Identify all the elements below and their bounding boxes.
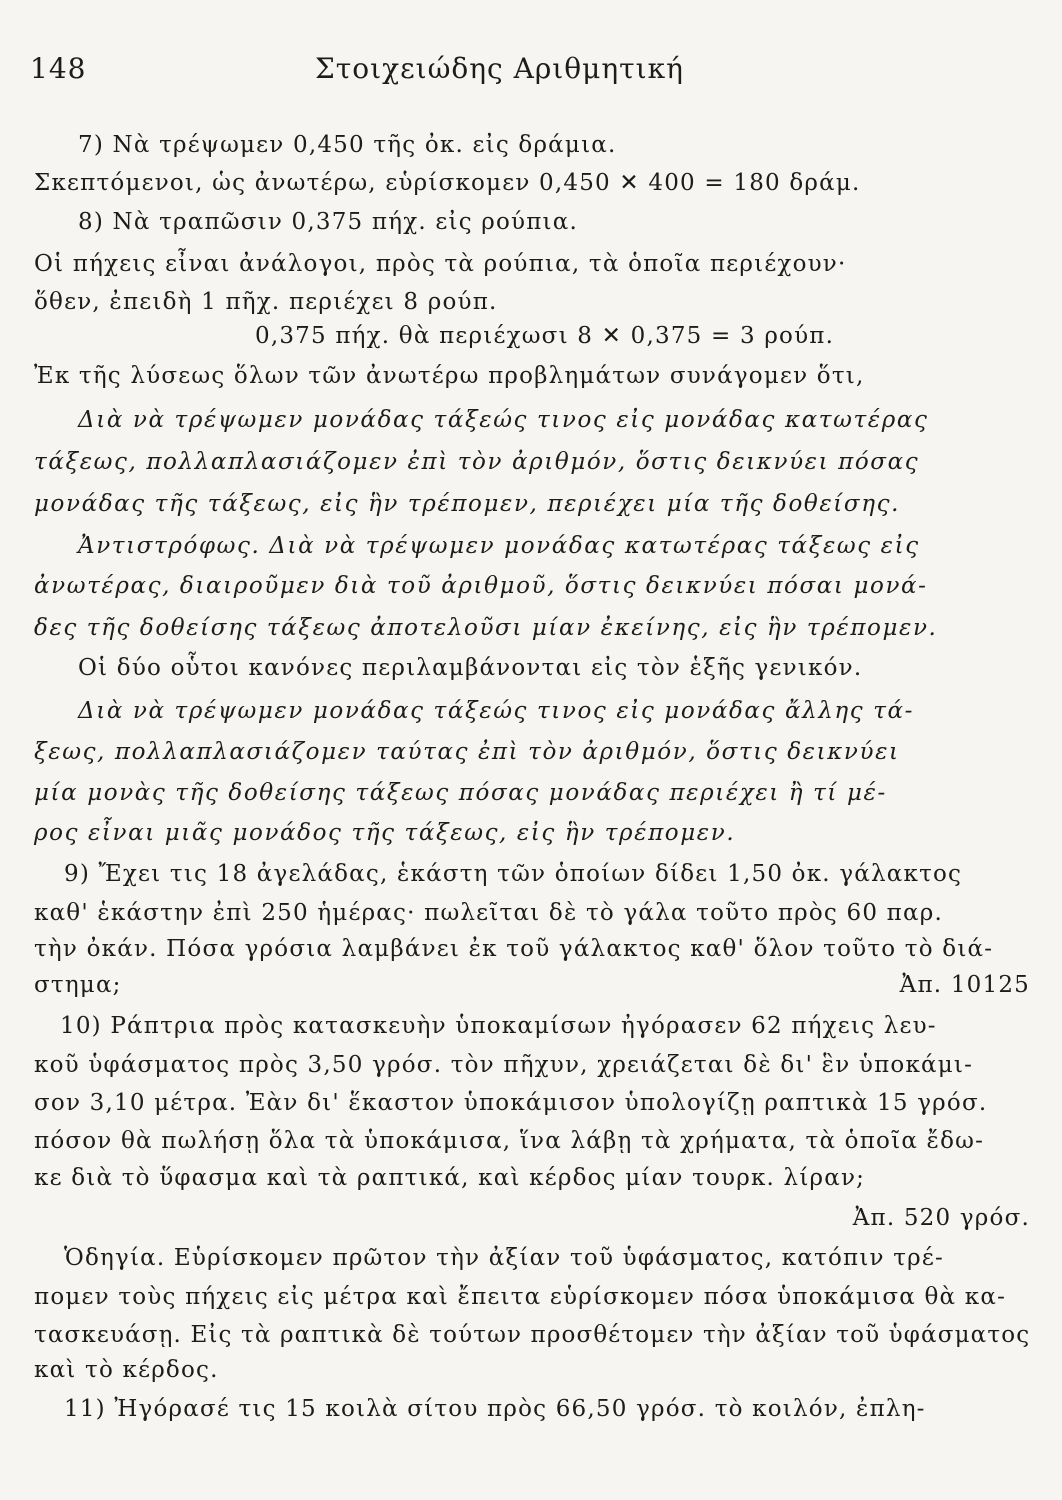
guidance-line: Ὁδηγία. Εὑρίσκομεν πρῶτον τὴν ἀξίαν τοῦ ὑφάσματος, κατόπιν τρέ- bbox=[64, 1245, 944, 1271]
rule-text-line: Διὰ νὰ τρέψωμεν μονάδας τάξεώς τινος εἰς μονάδας κατωτέρας bbox=[78, 407, 929, 433]
general-rule-line: Διὰ νὰ τρέψωμεν μονάδας τάξεώς τινος εἰς μονάδας ἄλλης τά- bbox=[78, 698, 915, 724]
problem-9-line: καθ' ἑκάστην ἐπὶ 250 ἡμέρας· πωλεῖται δὲ τὸ γάλα τοῦτο πρὸς 60 παρ. bbox=[34, 900, 943, 926]
problem-9-line: τὴν ὀκάν. Πόσα γρόσια λαμβάνει ἐκ τοῦ γάλακτος καθ' ὅλον τοῦτο τὸ διά- bbox=[34, 936, 994, 962]
problem-8-statement: 8) Νὰ τραπῶσιν 0,375 πήχ. εἰς ρούπια. bbox=[78, 209, 579, 235]
problem-10-line: κε διὰ τὸ ὕφασμα καὶ τὰ ραπτικά, καὶ κέρδος μίαν τουρκ. λίραν; bbox=[34, 1165, 866, 1191]
problem-9-line: στημα; bbox=[34, 972, 122, 998]
problem-10-line: πόσον θὰ πωλήσῃ ὅλα τὰ ὑποκάμισα, ἵνα λάβῃ τὰ χρήματα, τὰ ὁποῖα ἔδω- bbox=[34, 1128, 985, 1154]
inverse-rule-line: δες τῆς δοθείσης τάξεως ἀποτελοῦσι μίαν ἐκείνης, εἰς ἣν τρέπομεν. bbox=[34, 615, 938, 641]
problem-9-answer: Ἀπ. 10125 bbox=[899, 972, 1030, 998]
problem-9-line: 9) Ἔχει τις 18 ἀγελάδας, ἑκάστη τῶν ὁποίων δίδει 1,50 ὀκ. γάλακτος bbox=[64, 861, 963, 887]
problem-10-answer: Ἀπ. 520 γρόσ. bbox=[852, 1205, 1030, 1231]
problem-10-line: κοῦ ὑφάσματος πρὸς 3,50 γρόσ. τὸν πῆχυν, χρειάζεται δὲ δι' ἓν ὑποκάμι- bbox=[34, 1052, 974, 1078]
summary-intro: Ἐκ τῆς λύσεως ὅλων τῶν ἀνωτέρω προβλημάτων συνάγομεν ὅτι, bbox=[34, 363, 865, 389]
inverse-rule-line: Ἀντιστρόφως. Διὰ νὰ τρέψωμεν μονάδας κατωτέρας τάξεως εἰς bbox=[78, 533, 920, 559]
problem-10-line: σον 3,10 μέτρα. Ἐὰν δι' ἕκαστον ὑποκάμισον ὑπολογίζῃ ραπτικὰ 15 γρόσ. bbox=[34, 1090, 988, 1116]
general-rule-line: ξεως, πολλαπλασιάζομεν ταύτας ἐπὶ τὸν ἀριθμόν, ὅστις δεικνύει bbox=[34, 739, 900, 765]
problem-8-text-line: Οἱ πήχεις εἶναι ἀνάλογοι, πρὸς τὰ ρούπια, τὰ ὁποῖα περιέχουν· bbox=[34, 251, 847, 277]
guidance-line: καὶ τὸ κέρδος. bbox=[34, 1357, 219, 1383]
guidance-line: τασκευάσῃ. Εἰς τὰ ραπτικὰ δὲ τούτων προσθέτομεν τὴν ἀξίαν τοῦ ὑφάσματος bbox=[34, 1322, 1031, 1348]
rule-text-line: τάξεως, πολλαπλασιάζομεν ἐπὶ τὸν ἀριθμόν, ὅστις δεικνύει πόσας bbox=[34, 449, 920, 475]
page-number: 148 bbox=[30, 52, 87, 85]
problem-8-text-line: ὅθεν, ἐπειδὴ 1 πῆχ. περιέχει 8 ρούπ. bbox=[34, 289, 498, 315]
problem-7-solution: Σκεπτόμενοι, ὡς ἀνωτέρω, εὑρίσκομεν 0,450 ✕ 400 = 180 δράμ. bbox=[34, 170, 861, 196]
problem-10-line: 10) Ράπτρια πρὸς κατασκευὴν ὑποκαμίσων ἠγόρασεν 62 πήχεις λευ- bbox=[60, 1013, 937, 1039]
general-rule-intro: Οἱ δύο οὗτοι κανόνες περιλαμβάνονται εἰς τὸν ἑξῆς γενικόν. bbox=[78, 655, 863, 681]
general-rule-line: μία μονὰς τῆς δοθείσης τάξεως πόσας μονάδας περιέχει ἢ τί μέ- bbox=[34, 780, 887, 806]
problem-11-line: 11) Ἠγόρασέ τις 15 κοιλὰ σίτου πρὸς 66,50 γρόσ. τὸ κοιλόν, ἐπλη- bbox=[64, 1396, 926, 1422]
problem-7-statement: 7) Νὰ τρέψωμεν 0,450 τῆς ὀκ. εἰς δράμια. bbox=[78, 132, 617, 158]
running-title: Στοιχειώδης Αριθμητική bbox=[315, 52, 684, 85]
general-rule-line: ρος εἶναι μιᾶς μονάδος τῆς τάξεως, εἰς ἣν τρέπομεν. bbox=[34, 820, 736, 846]
rule-text-line: μονάδας τῆς τάξεως, εἰς ἣν τρέπομεν, περιέχει μία τῆς δοθείσης. bbox=[34, 491, 900, 517]
problem-8-solution: 0,375 πήχ. θὰ περιέχωσι 8 ✕ 0,375 = 3 ρούπ. bbox=[255, 323, 835, 349]
inverse-rule-line: ἀνωτέρας, διαιροῦμεν διὰ τοῦ ἀριθμοῦ, ὅστις δεικνύει πόσαι μονά- bbox=[34, 573, 928, 599]
guidance-line: πομεν τοὺς πήχεις εἰς μέτρα καὶ ἔπειτα εὑρίσκομεν πόσα ὑποκάμισα θὰ κα- bbox=[34, 1284, 1007, 1310]
page-header bbox=[30, 52, 1030, 92]
